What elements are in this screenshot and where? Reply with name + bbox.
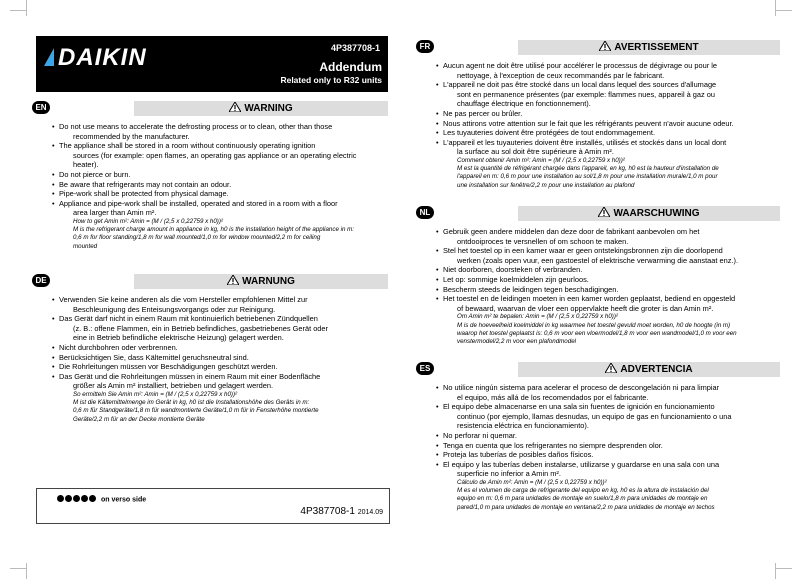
daikin-logo: DAIKIN <box>44 44 147 72</box>
warning-triangle-icon <box>598 207 610 217</box>
list-item: • The appliance shall be stored in a room without continuously operating ignition sources (for example: open flames, an operating gas appliance or an operating electric heater). <box>50 141 388 170</box>
list-item: • El equipo y las tuberías deben instalarse, utilizarse y guardarse en una sala con una superficie no inferior a Amin m². Cálculo de Amin m²: Amin = (M / (2,5 x 0,22759 x h0))² M es el volumen de carga de refrigerante del equipo en kg, h0 es la altura de instalación del equipo en m: 0,6 m para unidades de montaje en suelo/1,8 m para unidades de montaje en pared/1,0 m para unidades de montaje en ventana/2,2 m para unidades de montaje en techos <box>434 460 780 512</box>
formula-note: M is the refrigerant charge amount in appliance in kg, h0 is the installation height of the appliance in m: <box>73 226 355 234</box>
list-item: • Das Gerät darf nicht in einem Raum mit kontinuierlich betriebenen Zündquellen (z. B.: offene Flammen, ein in Betrieb befindliches, gasbetriebenes Gerät oder eine in Betrieb befindliche elektrische Heizung) gelagert werden. <box>50 314 388 343</box>
warning-bar-fr: AVERTISSEMENT <box>518 40 780 55</box>
formula-note: Geräte/2,2 m für an der Decke montierte Geräte <box>73 415 205 423</box>
list-item: • Do not use means to accelerate the defrosting process or to clean, other than those recommended by the manufacturer. <box>50 122 388 141</box>
list-item: • No utilice ningún sistema para acelerar el proceso de descongelación ni para limpiar el equipo, más allá de los recomendados por el fabricante. <box>434 383 780 402</box>
formula-note: mounted <box>73 242 98 250</box>
formula-note: M ist die Kältemittelmenge im Gerät in kg, h0 ist die Installationshöhe des Geräts in m: <box>73 399 310 407</box>
list-item: • Niet doorboren, doorsteken of verbranden. <box>434 265 780 275</box>
list-item: • Be aware that refrigerants may not contain an odour. <box>50 180 388 190</box>
daikin-logo-mark-icon <box>44 48 54 66</box>
lang-badge-de: DE <box>32 274 50 287</box>
footer-code: 4P387708-1 2014.09 <box>300 506 383 517</box>
list-item: • Aucun agent ne doit être utilisé pour accélérer le processus de dégivrage ou pour le nettoyage, à l'exception de ceux recommandés par le fabricant. <box>434 61 780 80</box>
list-item: • Nous attirons votre attention sur le fait que les réfrigérants peuvent n'avoir aucune odeur. <box>434 119 780 129</box>
formula-note: une installation sur fenêtre/2,2 m pour une installation au plafond <box>457 181 635 189</box>
warning-triangle-icon <box>605 363 617 373</box>
list-item: • Nicht durchbohren oder verbrennen. <box>50 343 388 353</box>
formula-note: M est la quantité de réfrigérant chargée dans l'appareil, en kg, h0 est la hauteur d'installation de <box>457 165 719 173</box>
warning-bar-de: WARNUNG <box>134 274 388 289</box>
list-item: • Het toestel en de leidingen moeten in een kamer worden geplaatst, bediend en opgesteld of bewaard, waarvan de vloer een oppervlakte heeft die groter is dan Amin m². Om Amin m² te bepalen: Amin = (M / (2,5 x 0,22759 x h0))² M is de hoeveelheid koelmiddel in kg waarmee het toestel gevuld moet worden, h0 de hoogte (in m) waarop het toestel geplaatst is: 0,6 m voor een vloermodel/1,8 m voor een wandmodel/1,0 m voor een venstermodel/2,2 m voor een plafondmodel <box>434 294 780 346</box>
list-item: • Proteja las tuberías de posibles daños físicos. <box>434 450 780 460</box>
formula-note: Comment obtenir Amin m²: Amin = (M / (2,5 x 0,22759 x h0))² <box>457 156 625 164</box>
warning-triangle-icon <box>227 275 239 285</box>
list-item: • Verwenden Sie keine anderen als die vom Hersteller empfohlenen Mittel zur Beschleunigung des Enteisungsvorgangs oder zur Reinigung. <box>50 295 388 314</box>
formula-note: So ermitteln Sie Amin m²: Amin = (M / (2,5 x 0,22759 x h0))² <box>73 390 238 398</box>
warning-list-nl <box>434 227 780 346</box>
formula-note: Cálculo de Amin m²: Amin = (M / (2,5 x 0,22759 x h0))² <box>457 478 607 486</box>
list-item: • Bescherm steeds de leidingen tegen beschadigingen. <box>434 285 780 295</box>
formula-note: l'appareil en m: 0,6 m pour une installation au sol/1,8 m pour une installation murale/1,0 m pour <box>457 173 718 181</box>
page-title: Addendum <box>319 60 382 74</box>
lang-badge-fr: FR <box>416 40 434 53</box>
formula-note: M es el volumen de carga de refrigerante del equipo en kg, h0 es la altura de instalación del <box>457 487 709 495</box>
list-item: • Tenga en cuenta que los refrigerantes no siempre desprenden olor. <box>434 441 780 451</box>
formula-note: waarop het toestel geplaatst is: 0,6 m voor een vloermodel/1,8 m voor een wandmodel/1,0 m voor een <box>457 329 737 337</box>
list-item: • L'appareil et les tuyauteries doivent être installés, utilisés et stockés dans un local dont la surface au sol doit être supérieure à Amin m². Comment obtenir Amin m²: Amin = (M / (2,5 x 0,22759 x h0))² M est la quantité de réfrigérant chargée dans l'appareil, en kg, h0 est la hauteur d'installation de l'appareil en m: 0,6 m pour une installation au sol/1,8 m pour une installation murale/1,0 m pour une installation sur fenêtre/2,2 m pour une installation au plafond <box>434 138 780 190</box>
warning-triangle-icon <box>599 41 611 51</box>
formula-note: equipo en m: 0,6 m para unidades de montaje en suelo/1,8 m para unidades de montaje en <box>457 495 708 503</box>
warning-list-de <box>50 295 388 424</box>
list-item: • L'appareil ne doit pas être stocké dans un local dans lequel des sources d'allumage sont en permanence présentes (par exemple: flammes nues, appareil à gaz ou chauffage électrique en fonctionnement). <box>434 80 780 109</box>
lang-badge-nl: NL <box>416 206 434 219</box>
list-item: • Gebruik geen andere middelen dan deze door de fabrikant aanbevolen om het ontdooiproces te versnellen of om schoon te maken. <box>434 227 780 246</box>
warning-bar-nl: WAARSCHUWING <box>518 206 780 221</box>
list-item: • El equipo debe almacenarse en una sala sin fuentes de ignición en funcionamiento continuo (por ejemplo, llamas desnudas, un equipo de gas en funcionamiento o una resistencia eléctrica en funcionamiento). <box>434 402 780 431</box>
header-banner <box>36 36 388 92</box>
doc-code: 4P387708-1 <box>330 43 380 53</box>
formula-note: Om Amin m² te bepalen: Amin = (M / (2,5 x 0,22759 x h0))² <box>457 313 618 321</box>
formula-note: 0,6 m für Standgeräte/1,8 m für wandmontierte Geräte/1,0 m für in Fensterhöhe montierte <box>73 407 319 415</box>
list-item: • Ne pas percer ou brûler. <box>434 109 780 119</box>
list-item: • Berücksichtigen Sie, dass Kältemittel geruchsneutral sind. <box>50 353 388 363</box>
formula-note: pared/1,0 m para unidades de montaje en ventana/2,2 m para unidades de montaje en techos <box>457 503 715 511</box>
formula-note: 0,6 m for floor standing/1,8 m for wall mounted/1,0 m for window mounted/2,2 m for ceiling <box>73 234 321 242</box>
verso-note: on verso side <box>57 495 146 504</box>
footer-box <box>36 488 390 524</box>
list-item: • Appliance and pipe-work shall be installed, operated and stored in a room with a floor area larger than Amin m². How to get Amin m²: Amin = (M / (2,5 x 0,22759 x h0))² M is the refrigerant charge amount in appliance in kg, h0 is the installation height of the appliance in m: 0,6 m for floor standing/1,8 m for wall mounted/1,0 m for window mounted/2,2 m for ceiling mounted <box>50 199 388 251</box>
list-item: • Pipe-work shall be protected from physical damage. <box>50 189 388 199</box>
formula-note: M is de hoeveelheid koelmiddel in kg waarmee het toestel gevuld moet worden, h0 de hoogte (in m) <box>457 321 731 329</box>
formula-note: venstermodel/2,2 m voor een plafondmodel <box>457 337 577 345</box>
lang-badge-en: EN <box>32 101 50 114</box>
list-item: • Das Gerät und die Rohrleitungen müssen in einem Raum mit einer Bodenfläche größer als Amin m² installiert, betrieben und gelagert werden. So ermitteln Sie Amin m²: Amin = (M / (2,5 x 0,22759 x h0))² M ist die Kältemittelmenge im Gerät in kg, h0 ist die Installationshöhe des Geräts in m: 0,6 m für Standgeräte/1,8 m für wandmontierte Geräte/1,0 m für in Fensterhöhe montierte Geräte/2,2 m für an der Decke montierte Geräte <box>50 372 388 424</box>
warning-list-fr <box>434 61 780 190</box>
warning-bar-es: ADVERTENCIA <box>518 362 780 377</box>
list-item: • Stel het toestel op in een kamer waar er geen ontstekingsbronnen zijn die doorlopend werken (zoals open vuur, een gastoestel of elektrische verwarming die aanstaat enz.). <box>434 246 780 265</box>
warning-triangle-icon <box>229 102 241 112</box>
page-subtitle: Related only to R32 units <box>280 75 382 85</box>
lang-badge-es: ES <box>416 362 434 375</box>
warning-list-es <box>434 383 780 512</box>
language-dots-icon <box>57 495 97 504</box>
list-item: • Die Rohrleitungen müssen vor Beschädigungen geschützt werden. <box>50 362 388 372</box>
list-item: • Let op: sommige koelmiddelen zijn geurloos. <box>434 275 780 285</box>
warning-bar-en: WARNING <box>134 101 388 116</box>
list-item: • No perforar ni quemar. <box>434 431 780 441</box>
list-item: • Les tuyauteries doivent être protégées de tout endommagement. <box>434 128 780 138</box>
formula-note: How to get Amin m²: Amin = (M / (2,5 x 0,22759 x h0))² <box>73 217 223 225</box>
warning-list-en <box>50 122 388 251</box>
list-item: • Do not pierce or burn. <box>50 170 388 180</box>
